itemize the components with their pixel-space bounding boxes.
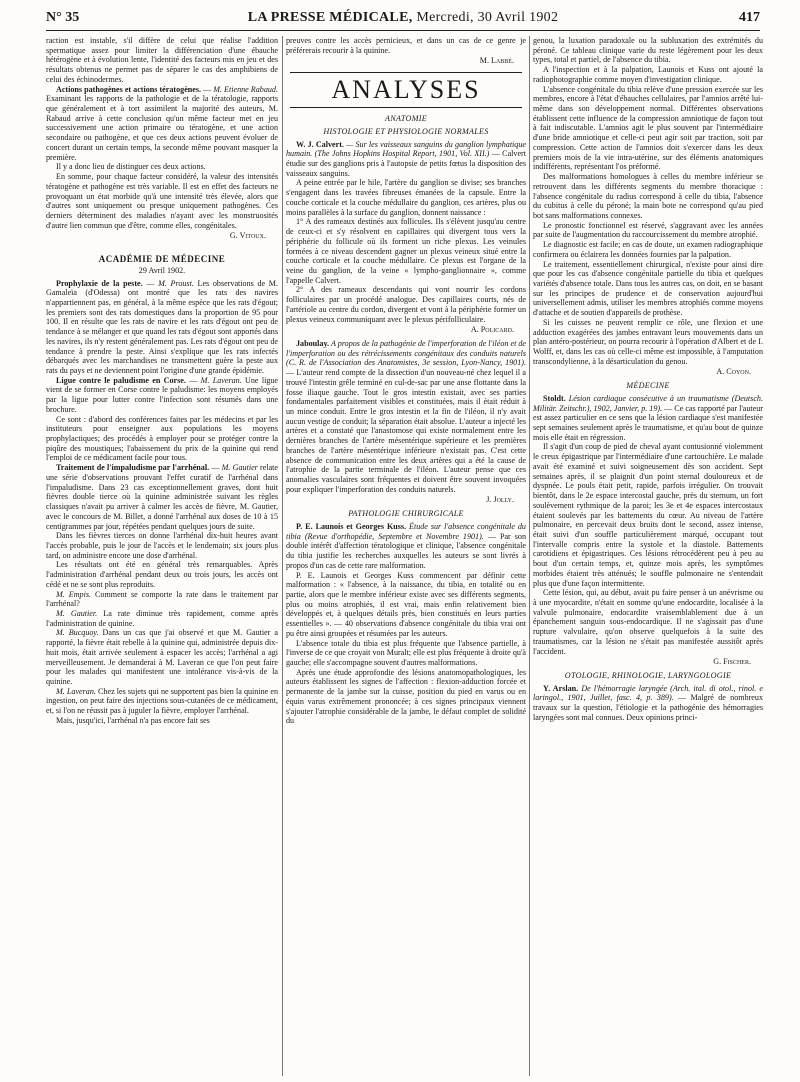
section-title-academie: ACADÉMIE DE MÉDECINE	[98, 254, 226, 265]
issue-number: N° 35	[46, 10, 80, 25]
article-title: Étude sur l'absence congénitale du tibia	[286, 521, 526, 541]
paragraph: raction est instable, s'il diffère de celui que réalise l'addition spermatique assez pour limiter la différenciation d'une ébauche hétérogène et à évolution lente, l'identité des facteurs mis en jeu et des résultats obtenus ne permet pas de séparer le cas des amphibiens de celui des échinodermes.	[46, 36, 278, 84]
page-number: 417	[739, 10, 760, 25]
paragraph: Il s'agit d'un coup de pied de cheval ayant contusionné violemment le creux épigastrique par l'intermédiaire d'une cartouchière. Le malade avait été examiné et suivi soigneusement dès son accident. Sept semaines après, il se plaignit d'un point sternal douloureux et de dyspnée. Le pouls était petit, rapide, parfois irrégulier. On trouvait bientôt, dans le 2e espace intercostal gauche, près du sternum, un fort soulèvement rythmique de la paroi; les 3e et 4e espaces intercostaux étaient soulevés par les battements du cœur. Au niveau de l'artère pulmonaire, en percevait deux bruits dont le second, assez intense, était suivi d'un souffle particulièrement marqué, occupant tout l'intervalle compris entre la systole et la diastole. Battements carotidiens et épigastriques. Ces lésions rétrocédèrent peu à peu au bout d'un certain temps, et, quinze mois après, les symptômes morbides étaient très atténués; le souffle pulmonaire ne s'entendait plus que d'une façon intermittente.	[533, 442, 763, 588]
paragraph: 1° A des rameaux destinés aux follicules. Ils s'élèvent jusqu'au centre de ceux-ci et s'y résolvent en capillaires qui divergent tous vers la périphérie du follicule où ils forment un riche plexus. Les veinules formées à ce niveau descendent gagner un plexus veineux situé entre la couche corticale et la couche médullaire. Ce plexus est l'organe de la veine du ganglion, de la veine « lympho-ganglionnaire », comme l'appelle Calvert.	[286, 217, 526, 285]
paragraph: genou, la luxation paradoxale ou la subluxation des extrémités du péroné. Ce tableau clinique varie du reste légèrement pour les deux types, total et partiel, de l'absence du tibia.	[533, 36, 763, 65]
paragraph: A peine entrée par le hile, l'artère du ganglion se divise; ses branches s'engagent dans les travées fibreuses émanées de la capsule. Entre la couche corticale et la couche médullaire du ganglion, ces artères, plus ou moins parallèles à la surface du ganglion, donnent naissance :	[286, 178, 526, 217]
paragraph: Dans les fièvres tierces on donne l'arrhénal dix-huit heures avant l'accès probable, puis le jour de l'accès et le lendemain; six jours plus tard, on administre encore une dose d'arrhénal.	[46, 531, 278, 560]
author-name: M. Empis.	[56, 589, 92, 599]
paragraph: En somme, pour chaque facteur considéré, la valeur des intensités tératogène et pathogène est très variable. Il est en effet des facteurs ne provoquant un état morbide qu'à une intensité très élevée, alors que d'autres sont uniquement ou presque uniquement pathogènes. Ces derniers déterminent des maladies n'ayant avec les monstruosités d'autre lien commun que d'être, comme elles, congénitales.	[46, 172, 278, 230]
author-name: M. Laveran.	[200, 375, 242, 385]
paragraph: Le pronostic fonctionnel est réservé, s'aggravant avec les années par suite de l'augmentation du raccourcissement du membre atrophié.	[533, 220, 763, 240]
paragraph: Cette lésion, qui, au début, avait pu faire penser à un anévrisme ou à une myocardite, n'était en somme qu'une endocardite, localisée à la valvule pulmonaire, endocardite vraisemblablement due à un épanchement sanguin sous-endocardique. Il ne s'agissait pas d'une rupture valvulaire, qu'on observe quelquefois à la suite des traumatismes, car la lésion ne s'était pas manifestée aussitôt après l'accident.	[533, 588, 763, 656]
article-title: De l'hémorragie laryngée	[578, 683, 668, 693]
paragraph: Il y a donc lieu de distinguer ces deux actions.	[56, 162, 206, 172]
journal-title	[46, 10, 760, 26]
paragraph: Mais, jusqu'ici, l'arrhénal n'a pas encore fait ses	[56, 715, 210, 725]
author-name: Y. Arslan.	[543, 683, 579, 693]
column-left	[46, 36, 278, 1076]
section-lead: Ligue contre le paludisme en Corse.	[56, 375, 186, 385]
paragraph: 2° A des rameaux descendants qui vont nourrir les cordons folliculaires par un procédé analogue. Des capillaires courts, nés de l'artériole au centre du cordon, divergent et vont à la périphérie former un plexus veineux communiquant avec le plexus périfolliculaire.	[286, 285, 526, 324]
rubric-pathologie: PATHOLOGIE CHIRURGICALE	[348, 509, 464, 519]
article-reference: (Deutsch. Militär. Zeitschr.), 1902, Janvier, p. 19).	[533, 393, 763, 413]
issue-date: Mercredi, 30 Avril 1902	[416, 10, 559, 25]
section-date: 29 Avril 1902.	[138, 265, 186, 275]
paragraph: Y. Arslan. De l'hémorragie laryngée (Arch. ital. di otol., rinol. e laringol., 1901, Juillet, fasc. 4, p. 389). — Malgré de nombreux travaux sur la question, l'étiologie et la pathogénie des hémorragies laryngées sont mal connues. Deux opinions princi-	[533, 683, 763, 722]
journal-name: LA PRESSE MÉDICALE,	[247, 10, 413, 25]
paragraph: Actions pathogènes et actions tératogènes. — M. Etienne Rabaud. Examinant les rapports de la pathologie et de la tératologie, rapports que généralement et à tort assimilent la majorité des auteurs, M. Rabaud arrive à cette conclusion qu'un même facteur met en jeu successivement une action primaire ou tératogène, et une action secondaire ou pathogène, et que ces deux actions peuvent évoluer de concert durant un certain temps, la seconde même pouvant masquer la première.	[46, 84, 278, 162]
paragraph: Traitement de l'impaludisme par l'arrhénal. — M. Gautier relate une série d'observations prouvant l'effet curatif de l'arrhénal dans l'impaludisme. Dans 23 cas exceptionnellement graves, dont huit fièvres double tierce où la quinine administrée suivant les règles classiques n'avait pu arriver à calmer les accès de fièvre, M. Gautier, avec le concours de M. Billet, a donné l'arrhénal aux doses de 10 à 15 centigrammes par jour, répétées pendant quelques jours de suite.	[46, 463, 278, 531]
paragraph: W. J. Calvert. — Sur les vaisseaux sanguins du ganglion lymphatique humain. (The Johns Hopkins Hospital Report, 1901, Vol. XII.) — Calvert étudie sur des ganglions pris à l'autopsie de petits fœtus la disposition des vaisseaux sanguins.	[286, 139, 526, 178]
analyses-banner: ANALYSES	[290, 72, 522, 108]
article-reference: (C. R. de l'Association des Anatomistes, 3e session, Lyon-Nancy, 1901).	[286, 358, 526, 368]
author-name: Stoldt.	[543, 393, 566, 403]
paragraph: A l'inspection et à la palpation, Launois et Kuss ont ajouté la radiophotographie comme moyen d'investigation clinique.	[533, 65, 763, 84]
section-lead: Actions pathogènes et actions tératogènes.	[56, 84, 202, 94]
section-lead: Traitement de l'impaludisme par l'arrhénal.	[56, 463, 210, 473]
paragraph: P. E. Launois et Georges Kuss. Étude sur l'absence congénitale du tibia (Revue d'orthopédie, Septembre et Novembre 1901). — Par son double intérêt d'affection tératologique et clinique, l'absence congénitale du tibia justifie les recherches auxquelles les auteurs se sont livrés à propos d'un cas de cette rare malformation.	[286, 521, 526, 570]
article-title: Lésion cardiaque consécutive à un traumatisme	[565, 393, 729, 403]
rubric-anatomie: ANATOMIE	[385, 114, 427, 124]
paragraph: M. Bucquoy. Dans un cas que j'ai observé et que M. Gautier a rapporté, la fièvre était rebelle à la quinine qui, administrée depuis dix-huit mois, était arrivée seulement à espacer les accès; l'arrhénal a agi merveilleusement. Je demanderai à M. Laveran ce que l'on peut faire pour les malades qui manifestent une intolérance vis-à-vis de la quinine.	[46, 628, 278, 686]
article-title: A propos de la pathogénie de l'imperforation de l'iléon et de l'imperforation ou des rétrécissements congénitaux des conduits naturels	[286, 338, 526, 358]
signature: A. Policard.	[470, 325, 514, 335]
paragraph: Le diagnostic est facile; en cas de doute, un examen radiographique confirmera ou éclairera les données fournies par la palpation.	[533, 240, 763, 259]
paragraph: M. Gautier. La rate diminue très rapidement, comme après l'administration de quinine.	[46, 608, 278, 628]
paragraph: Après une étude approfondie des lésions anatomopathologiques, les auteurs établissent les signes de l'affection : flexion-adduction forcée et permanente de la jambe sur la cuisse, position du pied en varus ou en équin varus extrêmement prononcée; à ces signes principaux viennent s'ajouter l'atrophie considérable de la jambe, le défaut complet de solidité du	[286, 667, 526, 726]
paragraph: P. E. Launois et Georges Kuss commencent par définir cette malformation : « l'absence, à la naissance, du tibia, en totalité ou en partie, alors que le membre inférieur existe avec ses différents segments, plus ou moins atrophiés, il est vrai, mais enfin relativement bien développés et, à quelques détails près, bien constitués en leurs parties essentielles ». — 40 observations d'absence congénitale du tibia vrai ont pu être ainsi groupées et résumées par les auteurs.	[286, 570, 526, 638]
author-name: M. Laveran.	[56, 686, 96, 696]
signature: G. Vitoux.	[229, 231, 266, 241]
column-rule-left	[282, 36, 283, 1076]
column-middle	[286, 36, 526, 1076]
signature: A. Coyon.	[716, 367, 751, 377]
article-reference: (Arch. ital. di otol., rinol. e laringol., 1901, Juillet, fasc. 4, p. 389).	[533, 683, 763, 703]
page-header	[46, 8, 760, 31]
rubric-otologie: OTOLOGIE, RHINOLOGIE, LARYNGOLOGIE	[564, 671, 732, 680]
author-name: M. Gautier	[221, 463, 258, 473]
author-name: M. Proust.	[158, 278, 194, 288]
author-name: W. J. Calvert.	[296, 139, 344, 149]
paragraph: Ligue contre le paludisme en Corse. — M. Laveran. Une ligue vient de se former en Corse contre le paludisme: les moyens employés par la ligue pour lutter contre l'infection sont résumés dans une brochure.	[46, 375, 278, 414]
signature: G. Fischer.	[713, 657, 751, 667]
signature: M. Labbé.	[479, 56, 514, 66]
paragraph: Jaboulay. A propos de la pathogénie de l'imperforation de l'iléon et de l'imperforation ou des rétrécissements congénitaux des conduits naturels (C. R. de l'Association des Anatomistes, 3e session, Lyon-Nancy, 1901). — L'auteur rend compte de la dissection d'un nouveau-né chez lequel il a trouvé l'intestin grêle terminé en cul-de-sac par une anse flottante dans la fosse iliaque gauche. Tout le gros intestin existait, avec ses parties fondamentales parfaitement visibles et constituées, mais il était réduit à un mince conduit. Entre le gros intestin et la fin de l'iléon, il n'y avait aucun vestige de conduit; la séparation était absolue. L'auteur a injecté les artères et a constaté que l'anastomose qui existe normalement entre les dernières branches de l'artère mésentérique supérieure et les premières branches de l'artère mésentérique inférieure n'existait pas. C'est cette absence de communication entre les deux artères qui a été la cause de l'atrophie de la partie terminale de l'iléon. L'auteur pense que ces anomalies vasculaires sont fréquentes et doivent être souvent invoquées pour expliquer l'imperforation des conduits naturels.	[286, 338, 526, 494]
paragraph: M. Laveran. Chez les sujets qui ne supportent pas bien la quinine en ingestion, on peut faire des injections sous-cutanées de ce médicament, et, si l'on ne réussit pas à juguler la fièvre, employer l'arrhénal.	[46, 686, 278, 716]
section-lead: Prophylaxie de la peste.	[56, 278, 143, 288]
column-rule-right	[529, 36, 530, 1076]
paragraph: Prophylaxie de la peste. — M. Proust. Les observations de M. Gamaleïa (d'Odessa) ont montré que les rats des navires n'appartiennent pas, en général, à la même espèce que les rats d'égout; les premiers sont des rats domestiques dans la proportion de 95 pour 100. Il en résulte que les rats de navire et les rats d'égout ont peu de tendance à se mélanger et que quand les rats d'égout sont apportés dans les navires, ils n'y restent généralement pas. Les rats d'égout ont peu de tendance à prendre la peste. Ainsi s'explique que les rats infectés débarqués avec les marchandises ne transmettent guère la peste aux rats du pays et ne deviennent point l'origine d'une grande épidémie.	[46, 278, 278, 375]
paragraph: Si les cuisses ne peuvent remplir ce rôle, une flexion et une adduction exagérées des jambes entravant leurs mouvements dans un plan antéro-postérieur, on pourra recourir à l'opération d'Albert et de I. Wolff, et, dans les cas où celle-ci même est impossible, à l'amputation transcondylienne, à la désarticulation du genou.	[533, 317, 763, 366]
paragraph: Ce sont : d'abord des conférences faites par les médecins et par les instituteurs pour enseigner aux populations les moyens prophylactiques; des procédés à employer pour se protéger contre la piqûre des moustiques; l'abaissement du prix de la quinine qui rend l'emploi de ce médicament facile pour tous.	[46, 414, 278, 463]
paragraph: Le traitement, essentiellement chirurgical, n'existe pour ainsi dire que pour les cas d'absence congénitale partielle du tibia et quelques variétés d'absence totale. Dans tous les autres cas, on doit, en se basant sur les principes de prudence et de conservation aujourd'hui universellement admis, utiliser les membres atrophiés comme moyens d'attache et de soutien d'appareils de prothèse.	[533, 259, 763, 318]
rubric-medecine: MÉDECINE	[626, 381, 670, 391]
author-name: M. Etienne Rabaud.	[213, 84, 278, 94]
rubric-histologie: HISTOLOGIE ET PHYSIOLOGIE NORMALES	[323, 126, 489, 136]
article-reference: (Revue d'orthopédie, Septembre et Novembre 1901).	[300, 531, 484, 541]
paragraph: M. Empis. Comment se comporte la rate dans le traitement par l'arrhénal?	[46, 589, 278, 609]
paragraph: Les résultats ont été en général très remarquables. Après l'administration d'arrhénal pendant deux ou trois jours, les accès ont cédé et ne se sont plus reproduits.	[46, 560, 278, 589]
signature: J. Jolly.	[486, 495, 514, 505]
paragraph: preuves contre les accès pernicieux, et dans un cas de ce genre je préférerais recourir à la quinine.	[286, 36, 526, 55]
paragraph: L'absence congénitale du tibia relève d'une pression exercée sur les membres, encore à l'état d'ébauches cellulaires, par l'amnios arrêté lui-même dans son développement normal. Différentes observations établissent cette influence de la compression amniotique de façon tout à fait indiscutable. L'amnios agit le plus souvent par l'intermédiaire d'une bride amniotique et celle-ci peut agir soit par traction, soit par compression. Cette action de l'amnios doit s'exercer dans les deux premiers mois de la vie intra-utérine, sur des éléments anatomiques indifférents, représentant l'os préformé.	[533, 84, 763, 172]
column-right	[533, 36, 763, 1076]
paragraph: Stoldt. Lésion cardiaque consécutive à un traumatisme (Deutsch. Militär. Zeitschr.), 1902, Janvier, p. 19). — Ce cas rapporté par l'auteur est assez particulier en ce sens que la lésion cardiaque s'est manifestée sept semaines seulement après le traumatisme, et qu'au bout de quinze mois elle était en régression.	[533, 393, 763, 442]
author-name: Jaboulay.	[296, 338, 330, 348]
article-reference: (The Johns Hopkins Hospital Report, 1901, Vol. XII.)	[312, 149, 490, 159]
author-name: P. E. Launois et Georges Kuss.	[296, 521, 407, 531]
article-title: — Sur les vaisseaux sanguins du ganglion lymphatique humain.	[286, 139, 526, 159]
author-name: M. Bucquoy.	[56, 628, 99, 638]
author-name: M. Gautier.	[56, 608, 98, 618]
paragraph: Des malformations homologues à celles du membre inférieur se retrouvent dans les différents segments du membre thoracique : l'absence congénitale du radius correspond à celle du tibia, l'absence du cubitus à celle du péroné; la main bote ne correspond qu'au pied bot sans malformations connexes.	[533, 172, 763, 220]
paragraph: L'absence totale du tibia est plus fréquente que l'absence partielle, à l'inverse de ce que croyait von Muralt; elle est plus fréquente à droite qu'à gauche; elle s'accompagne souvent d'autres malformations.	[286, 638, 526, 667]
